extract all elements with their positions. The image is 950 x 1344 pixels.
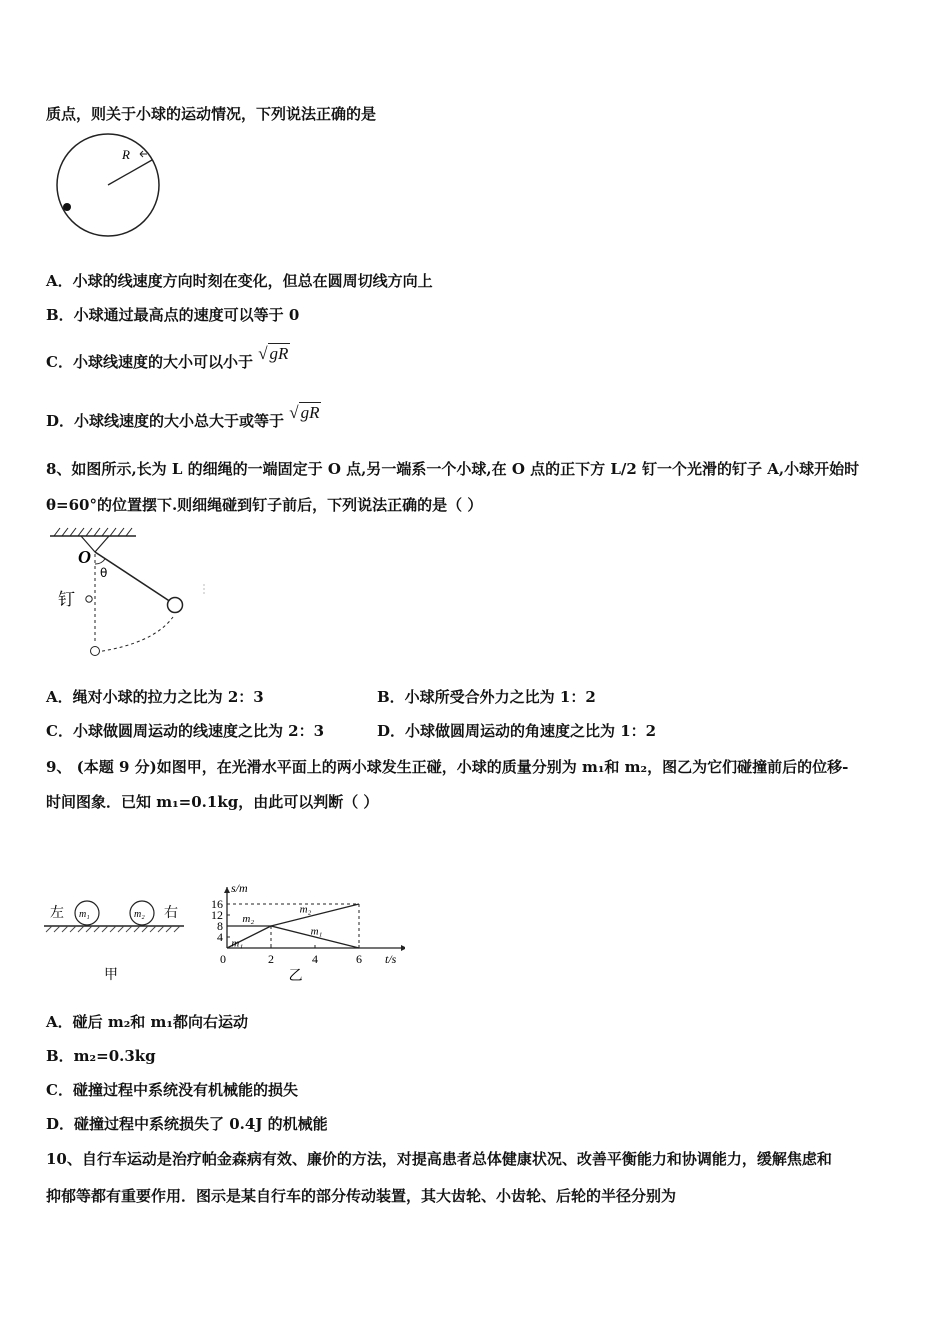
q7-option-b: B．小球通过最高点的速度可以等于 0 bbox=[46, 306, 300, 324]
q7-option-a: A．小球的线速度方向时刻在变化，但总在圆周切线方向上 bbox=[46, 272, 433, 290]
label-m2-before: m₂ bbox=[242, 913, 255, 925]
y-tick-label: 16 bbox=[211, 897, 223, 911]
swing-arc bbox=[96, 617, 173, 652]
y-tick-label: 12 bbox=[211, 908, 223, 922]
x-tick-label: 6 bbox=[356, 952, 362, 966]
q8-stem-line1: 8、如图所示,长为 L 的细绳的一端固定于 O 点,另一端系一个小球,在 O 点的正下方 L/2 钉一个光滑的钉子 A,小球开始时 bbox=[46, 460, 860, 478]
series-m1-line bbox=[227, 926, 359, 948]
angle-arc bbox=[95, 559, 105, 564]
radius-label: R bbox=[122, 147, 130, 162]
left-label: 左 bbox=[50, 905, 64, 921]
x-axis-arrow-icon bbox=[401, 945, 405, 951]
angle-label: θ bbox=[100, 566, 108, 580]
q9-st-chart bbox=[200, 822, 405, 992]
q9-option-d: D．碰撞过程中系统损失了 0.4J 的机械能 bbox=[46, 1115, 328, 1133]
q8-option-d: D．小球做圆周运动的角速度之比为 1：2 bbox=[377, 722, 657, 740]
q8-option-b: B．小球所受合外力之比为 1：2 bbox=[377, 688, 596, 706]
q9-option-b: B．m₂=0.3kg bbox=[46, 1047, 156, 1065]
nail-label: 钉 bbox=[58, 590, 75, 610]
ground-hatch bbox=[46, 926, 180, 932]
sqrt-gr: √ gR bbox=[289, 403, 320, 422]
q10-stem-line1: 10、自行车运动是治疗帕金森病有效、廉价的方法，对提高患者总体健康状况、改善平衡能力和协调能力，缓解焦虑和 bbox=[46, 1150, 832, 1168]
y-axis-label: s/m bbox=[231, 881, 248, 895]
nail bbox=[86, 596, 92, 602]
q8-option-a: A．绳对小球的拉力之比为 2：3 bbox=[46, 688, 264, 706]
right-label: 右 bbox=[164, 905, 178, 921]
q7-option-c-text: C．小球线速度的大小可以小于 bbox=[46, 353, 253, 371]
x-tick-label: 2 bbox=[268, 952, 274, 966]
pivot-support-right bbox=[95, 536, 109, 552]
q9-option-a: A．碰后 m₂和 m₁都向右运动 bbox=[46, 1013, 248, 1031]
caption-jia: 甲 bbox=[104, 967, 118, 983]
label-m2-after: m₂ bbox=[299, 903, 312, 916]
q10-stem-line2: 抑郁等都有重要作用．图示是某自行车的部分传动装置，其大齿轮、小齿轮、后轮的半径分别为 bbox=[46, 1187, 677, 1205]
q9-figure-jia bbox=[42, 895, 192, 990]
q9-stem-line2: 时间图象．已知 m₁=0.1kg，由此可以判断（ ） bbox=[46, 793, 379, 811]
q8-pendulum-figure bbox=[48, 522, 218, 662]
sqrt-gr: √ gR bbox=[258, 344, 289, 363]
y-tick-label: 4 bbox=[217, 930, 223, 944]
ball bbox=[63, 203, 71, 211]
x-tick-label: 4 bbox=[312, 952, 318, 966]
pendulum-ball bbox=[168, 598, 183, 613]
pivot-label: O bbox=[78, 547, 91, 567]
q8-stem-line2: θ=60°的位置摆下.则细绳碰到钉子前后，下列说法正确的是（ ） bbox=[46, 496, 483, 514]
q7-option-d bbox=[46, 403, 321, 431]
ceiling-hatch bbox=[54, 528, 132, 536]
q7-circle-figure bbox=[52, 130, 164, 240]
q7-option-d-text: D．小球线速度的大小总大于或等于 bbox=[46, 412, 285, 430]
q8-option-c: C．小球做圆周运动的线速度之比为 2：3 bbox=[46, 722, 325, 740]
caption-yi: 乙 bbox=[288, 968, 303, 984]
q7-stem: 质点，则关于小球的运动情况，下列说法正确的是 bbox=[46, 105, 377, 123]
x-axis-label: t/s bbox=[385, 952, 397, 966]
ball-m1-label: m₁ bbox=[79, 909, 90, 920]
y-tick-label: 8 bbox=[217, 919, 223, 933]
y-axis-arrow-icon bbox=[224, 887, 230, 893]
q9-option-c: C．碰撞过程中系统没有机械能的损失 bbox=[46, 1081, 298, 1099]
label-m1-before: m₁ bbox=[231, 937, 244, 950]
ball-m2-label: m₂ bbox=[134, 909, 145, 920]
q9-stem-line1: 9、 (本题 9 分)如图甲，在光滑水平面上的两小球发生正碰，小球的质量分别为 m₁和 m₂，图乙为它们碰撞前后的位移- bbox=[46, 758, 849, 776]
x-tick-label: 0 bbox=[220, 952, 226, 966]
lowest-point bbox=[91, 647, 100, 656]
label-m1-after: m₁ bbox=[310, 925, 323, 938]
radius-line bbox=[108, 160, 152, 185]
q7-option-c bbox=[46, 344, 290, 372]
